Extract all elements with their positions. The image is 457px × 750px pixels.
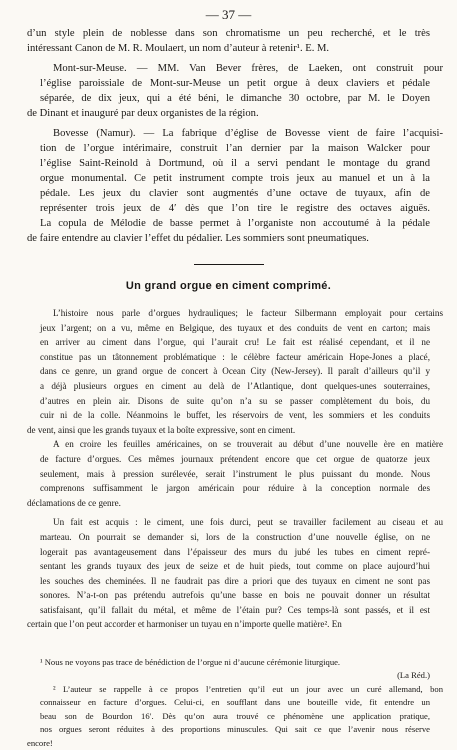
footnote-2 bbox=[27, 683, 443, 750]
text-line: de faire entendre au clavier l’effet du pédalier. Les sommiers sont pneumatiques. bbox=[27, 233, 369, 244]
text-line: de facture d’orgues. Ces mêmes journaux prétendent encore que cet orgue de quatorze jeux bbox=[40, 453, 430, 464]
text-line: représenter trois jeux de 4′ dès que l’on tire le registre des octaves aiguës. bbox=[40, 203, 430, 214]
text-line: tion de l’orgue intérimaire, construit l’an dernier par la maison Walcker pour bbox=[40, 143, 430, 154]
text-line: L’histoire nous parle d’orgues hydrauliques; le facteur Silbermann employait pour certains bbox=[53, 308, 443, 318]
text-line: l’église Saint-Reinold à Dortmund, où il a servi pendant le montage du grand bbox=[40, 158, 430, 169]
text-line: marteau. On pourrait se demander si, lors de la construction d’une nouvelle église, on ne bbox=[40, 531, 430, 542]
text-line: sonores. N’a-t-on pas prétendu autrefois qu’une basse en bois ne pouvait donner un résultat bbox=[40, 590, 430, 601]
paragraph-concert-review bbox=[27, 26, 430, 56]
footnote-line: beau son de Bourdon 16′. Dès qu’on aura trouvé ce phénomène une application pratique, bbox=[40, 710, 430, 721]
text-line: intéressant Canon de M. R. Moulaert, un nom d’auteur à retenir¹. E. M. bbox=[27, 43, 330, 54]
footnote-line: ² L’auteur se rappelle à ce propos l’entretien qu’il eut un jour avec un curé allemand, bon bbox=[53, 683, 443, 694]
footnote-line: encore! bbox=[27, 737, 53, 748]
text-line: d’un style plein de noblesse dans son chromatisme un peu recherché, et le très bbox=[27, 28, 430, 39]
text-line: Un fait est acquis : le ciment, une fois durci, peut se travailler facilement au ciseau et au bbox=[53, 517, 443, 528]
text-line: seulement, mais à pression surélevée, serait l’instrument le plus puissant du monde. Nous bbox=[40, 468, 430, 479]
page bbox=[27, 7, 443, 750]
text-line: déclamations de ce genre. bbox=[27, 497, 121, 508]
text-line: cuir ni de la colle. Néanmoins le buffet, les réservoirs de vent, les sommiers et les conduits bbox=[40, 410, 430, 421]
footnote-line: nos orgues seront réduites à des proportions minuscules. Qui sait ce que l’avenir nous réserve bbox=[40, 724, 430, 735]
text-line: jeux l’argent; on a vu, même en Belgique, des tuyaux et des conduits de vent en carton; mais bbox=[40, 322, 430, 333]
text-line: a déjà plusieurs orgues en ciment au delà de l’Atlantique, dont quelques-unes souterraines, bbox=[40, 380, 430, 391]
text-line: La copula de Mélodie de basse permet à l’organiste non accoutumé à la pédale bbox=[40, 218, 430, 229]
text-line: séparée, de dix jeux, qui a été béni, le dimanche 30 octobre, par M. le Doyen bbox=[40, 93, 430, 104]
paragraph-american-press bbox=[27, 437, 443, 510]
text-line: satisfaisant, qu’il fallait du métal, et même de l’étain pur? Ces temps-là sont passés, et il est bbox=[40, 604, 430, 615]
text-line: en arriver au ciment dans l’orgue, qui l’aurait cru! Le fait est réalisé cependant, et il ne bbox=[40, 337, 430, 348]
article-heading: Un grand orgue en ciment comprimé. bbox=[125, 280, 332, 292]
footnote-attribution: (La Réd.) bbox=[397, 670, 430, 681]
text-line: dans ce genre, un grand orgue de concert à Ocean City (New-Jersey). Il paraît d’ailleurs qu’il y bbox=[40, 366, 430, 377]
text-line: pédale. Les jeux du clavier sont augmentés d’une octave de tuyaux, afin de bbox=[40, 188, 430, 199]
text-line: constitue pas un tâtonnement problématique : le célèbre facteur américain Hope-Jones a placé, bbox=[40, 351, 430, 362]
text-line: de Dinant et inauguré par deux organistes de la région. bbox=[27, 108, 259, 119]
text-line: Mont-sur-Meuse. — MM. Van Bever frères, de Laeken, ont construit pour bbox=[53, 63, 443, 74]
paragraph-hydraulic-organs bbox=[27, 306, 443, 437]
text-line: les souches des cheminées. Il ne faudrait pas dire a priori que des tuyaux en ciment ne sont pas bbox=[40, 575, 430, 586]
footnote-line: connaisseur en facture d’orgues. Celui-ci, en soufflant dans une bouteille vide, fit entendre un bbox=[40, 697, 430, 708]
footnote-line: ¹ Nous ne voyons pas trace de bénédiction de l’orgue ni d’aucune cérémonie liturgique. bbox=[40, 657, 341, 668]
text-line: sentant les grands tuyaux des jeux de seize et de huit pieds, tout comme on place aujourd’hui bbox=[40, 561, 430, 572]
paragraph-bovesse bbox=[27, 126, 443, 246]
footnote-1 bbox=[27, 656, 430, 669]
text-line: d’autres en plein air. Disons de suite qu’on n’a su se passer complètement du bois, du bbox=[40, 395, 430, 406]
text-line: certain que l’on peut accorder et harmoniser un tuyau en n’importe quelle matière². En bbox=[27, 619, 342, 630]
text-line: l’église paroissiale de Mont-sur-Meuse un petit orgue à deux claviers et pédale bbox=[40, 78, 430, 89]
text-line: orgue monumental. Ce petit instrument compte trois jeux au manuel et un à la bbox=[40, 173, 430, 184]
page-number: — 37 — bbox=[205, 7, 252, 22]
paragraph-mont-sur-meuse bbox=[27, 61, 443, 121]
text-line: de vent, ainsi que les grands tuyaux et la boîte expressive, sont en ciment. bbox=[27, 424, 296, 435]
text-line: comprenons suffisamment le jargon américain pour réduire à la conception normale des bbox=[40, 483, 430, 494]
paragraph-cement-facts bbox=[27, 515, 443, 632]
section-divider bbox=[194, 264, 264, 265]
text-line: Bovesse (Namur). — La fabrique d’église de Bovesse vient de faire l’acquisi- bbox=[53, 128, 443, 139]
text-line: logerait pas avantageusement dans l’épaisseur des murs du jubé les tubes en ciment repré- bbox=[40, 546, 430, 557]
footnote-1-attribution bbox=[27, 669, 430, 682]
text-line: A en croire les feuilles américaines, on se trouverait au début d’une nouvelle ère en matière bbox=[53, 439, 443, 450]
